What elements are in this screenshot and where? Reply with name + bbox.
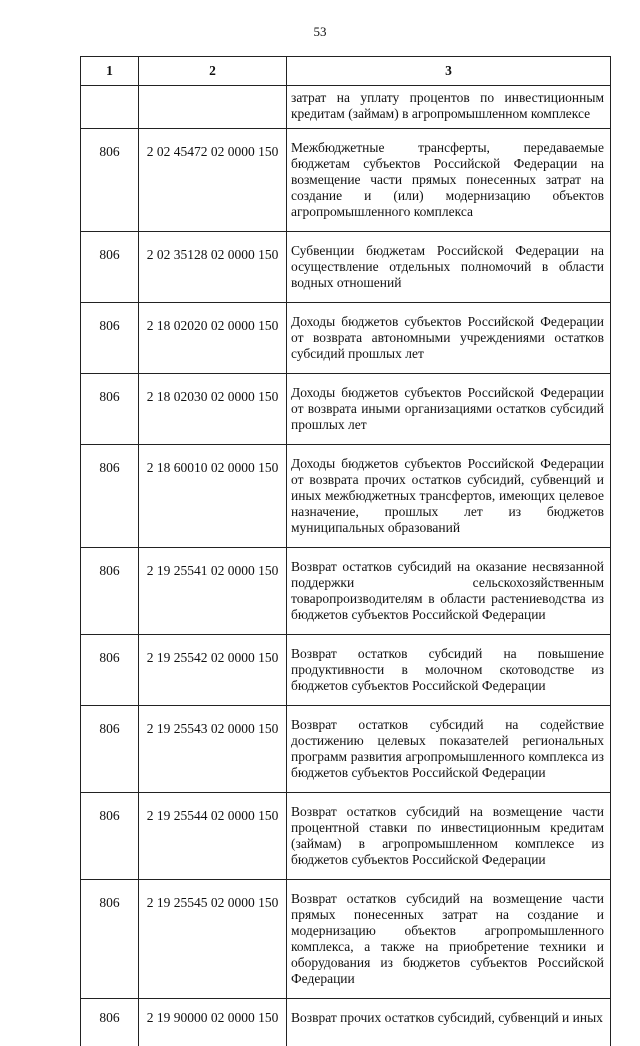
description-cell: Доходы бюджетов субъектов Российской Федерации от возврата иными организациями остатков субсидий прошлых лет: [287, 374, 611, 445]
description-cell: Межбюджетные трансферты, передаваемые бюджетам субъектов Российской Федерации на возмещение части прямых понесенных затрат на создание и (или) модернизацию объектов агропромышленного комплекса: [287, 129, 611, 232]
budget-code-cell: 2 02 35128 02 0000 150: [139, 232, 287, 303]
description-cell: Субвенции бюджетам Российской Федерации на осуществление отдельных полномочий в области водных отношений: [287, 232, 611, 303]
budget-code-cell: 2 18 02030 02 0000 150: [139, 374, 287, 445]
admin-code-cell: 806: [81, 232, 139, 303]
admin-code-cell: [81, 86, 139, 129]
admin-code-cell: 806: [81, 445, 139, 548]
table-row: [81, 86, 611, 129]
admin-code-cell: 806: [81, 706, 139, 793]
budget-code-cell: 2 18 60010 02 0000 150: [139, 445, 287, 548]
budget-code-cell: 2 19 25541 02 0000 150: [139, 548, 287, 635]
budget-classification-table: [80, 56, 611, 1046]
budget-code-cell: 2 19 25544 02 0000 150: [139, 793, 287, 880]
description-cell: Возврат остатков субсидий на оказание несвязанной поддержки сельскохозяйственным товаропроизводителям в области растениеводства из бюджетов субъектов Российской Федерации: [287, 548, 611, 635]
table-row: [81, 548, 611, 635]
description-cell: Возврат остатков субсидий на возмещение части процентной ставки по инвестиционным кредитам (займам) в агропромышленном комплексе из бюджетов субъектов Российской Федерации: [287, 793, 611, 880]
table-row: [81, 999, 611, 1046]
admin-code-cell: 806: [81, 374, 139, 445]
admin-code-cell: 806: [81, 635, 139, 706]
table-row: [81, 880, 611, 999]
table-row: [81, 445, 611, 548]
table-header-row: [81, 57, 611, 86]
table-row: [81, 232, 611, 303]
budget-code-cell: 2 19 25542 02 0000 150: [139, 635, 287, 706]
description-cell: Возврат остатков субсидий на повышение продуктивности в молочном скотоводстве из бюджетов субъектов Российской Федерации: [287, 635, 611, 706]
page-number: 53: [0, 24, 640, 40]
description-cell: Доходы бюджетов субъектов Российской Федерации от возврата автономными учреждениями остатков субсидий прошлых лет: [287, 303, 611, 374]
admin-code-cell: 806: [81, 303, 139, 374]
budget-code-cell: 2 19 25543 02 0000 150: [139, 706, 287, 793]
admin-code-cell: 806: [81, 548, 139, 635]
budget-code-cell: 2 02 45472 02 0000 150: [139, 129, 287, 232]
budget-code-cell: 2 18 02020 02 0000 150: [139, 303, 287, 374]
budget-code-cell: [139, 86, 287, 129]
table-row: [81, 129, 611, 232]
table-row: [81, 793, 611, 880]
admin-code-cell: 806: [81, 999, 139, 1046]
table-row: [81, 635, 611, 706]
admin-code-cell: 806: [81, 880, 139, 999]
table-row: [81, 303, 611, 374]
admin-code-cell: 806: [81, 129, 139, 232]
admin-code-cell: 806: [81, 793, 139, 880]
description-cell: Возврат прочих остатков субсидий, субвенций и иных: [287, 999, 611, 1046]
description-cell: Возврат остатков субсидий на возмещение части прямых понесенных затрат на создание и модернизацию объектов агропромышленного комплекса, а также на приобретение техники и оборудования из бюджетов субъектов Российской Федерации: [287, 880, 611, 999]
budget-code-cell: 2 19 90000 02 0000 150: [139, 999, 287, 1046]
table-row: [81, 374, 611, 445]
description-cell: затрат на уплату процентов по инвестиционным кредитам (займам) в агропромышленном комплексе: [287, 86, 611, 129]
description-cell: Возврат остатков субсидий на содействие достижению целевых показателей региональных программ развития агропромышленного комплекса из бюджетов субъектов Российской Федерации: [287, 706, 611, 793]
description-cell: Доходы бюджетов субъектов Российской Федерации от возврата прочих остатков субсидий, субвенций и иных межбюджетных трансфертов, имеющих целевое назначение, прошлых лет из бюджетов муниципальных образований: [287, 445, 611, 548]
budget-code-cell: 2 19 25545 02 0000 150: [139, 880, 287, 999]
table-row: [81, 706, 611, 793]
column-header-3: 3: [287, 57, 611, 86]
column-header-1: 1: [81, 57, 139, 86]
column-header-2: 2: [139, 57, 287, 86]
